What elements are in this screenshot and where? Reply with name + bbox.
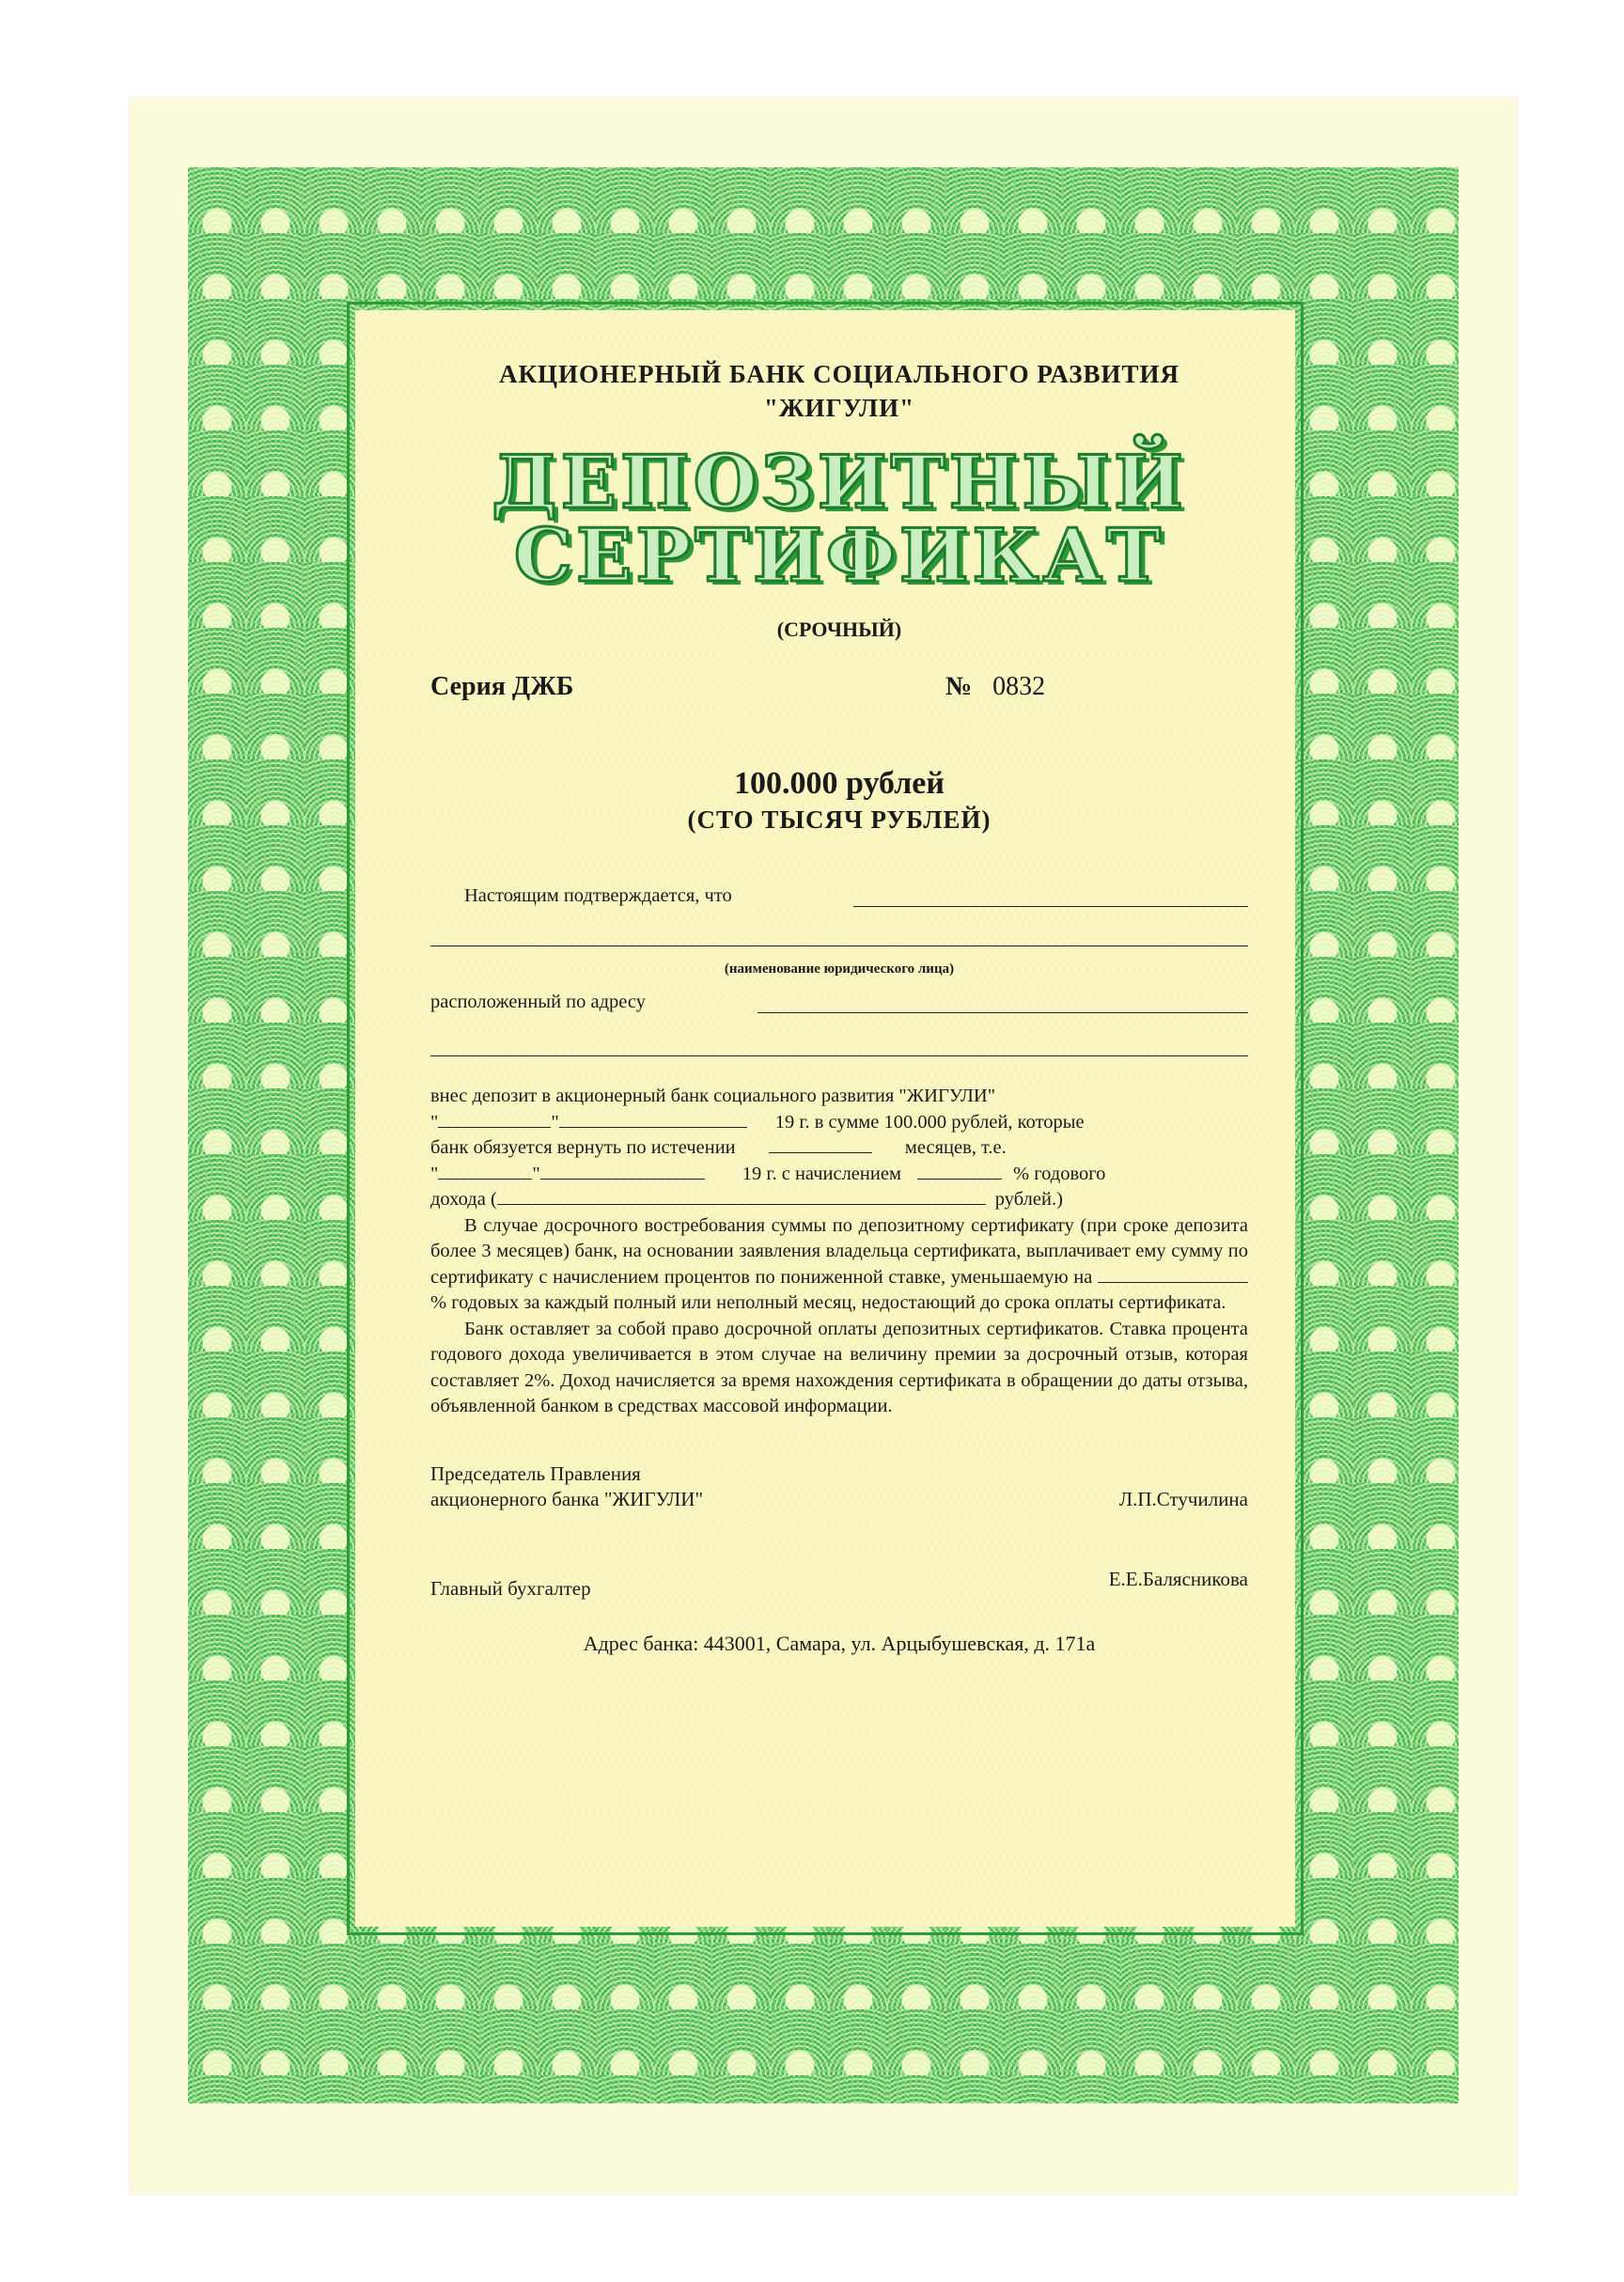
amount-words: (СТО ТЫСЯЧ РУБЛЕЙ) [687, 805, 992, 834]
certificate-title-line2: СЕРТИФИКАТ [513, 512, 1165, 599]
entity-name-blank [853, 906, 1248, 907]
certificate-content [430, 357, 1248, 1668]
address-line2 [430, 1022, 1248, 1063]
bank-name-line2: "ЖИГУЛИ" [763, 394, 915, 423]
deposit-line5: дохода ( рублей.) [430, 1189, 1063, 1211]
confirm-label: Настоящим подтверждается, что [464, 884, 732, 906]
chairman-name: Л.П.Стучилина [1118, 1487, 1248, 1510]
bank-name [430, 357, 1248, 426]
certificate-title [430, 439, 1248, 599]
form-body [430, 883, 1248, 1420]
chairman-title: Председатель Правления акционерного банка "ЖИГУЛИ" [430, 1461, 704, 1510]
signature-block [430, 1461, 1248, 1668]
certificate-number [945, 672, 1045, 702]
accountant-title: Главный бухгалтер [430, 1576, 591, 1600]
certificate-subtitle: (СРОЧНЫЙ) [776, 617, 902, 641]
bank-name-line1: АКЦИОНЕРНЫЙ БАНК СОЦИАЛЬНОГО РАЗВИТИЯ [498, 360, 1180, 388]
series-label: Серия ДЖБ [430, 671, 574, 701]
accountant-name: Е.Е.Балясникова [1108, 1567, 1248, 1590]
series-row [430, 672, 1248, 719]
entity-caption: (наименование юридического лица) [724, 961, 955, 977]
address-line [430, 990, 1248, 1022]
amount-figures: 100.000 рублей [734, 765, 945, 801]
certificate-title-line1: ДЕПОЗИТНЫЙ [492, 439, 1187, 525]
deposit-line1: внес депозит в акционерный банк социального развития "ЖИГУЛИ" [430, 1086, 996, 1107]
address-blank-2 [430, 1055, 1248, 1056]
address-label: расположенный по адресу [430, 992, 646, 1013]
bank-reserves-paragraph: Банк оставляет за собой право досрочной оплаты депозитных сертификатов. Ставка процента годового дохода увеличивается в этом случае на величину премии за досрочный отзыв, которая составляет 2%. Доход начисляется за время нахождения сертификата в обращении до даты отзыва, объявленной банком в средствах массовой информации. [430, 1318, 1248, 1417]
confirm-line [430, 883, 1248, 912]
number-sign: № [945, 671, 973, 701]
bank-address: Адрес банка: 443001, Самара, ул. Арцыбушевская, д. 171а [583, 1631, 1096, 1655]
entity-name-line2 [430, 912, 1248, 953]
early-withdrawal-paragraph: В случае досрочного востребования суммы по депозитному сертификату (при сроке депозита более 3 месяцев) банк, на основании заявления владельца сертификата, выплачивает ему сумму по сертификату с начислением процентов по пониженной ставке, уменьшаемую на % годовых за каждый полный или неполный месяц, недостающий до срока оплаты сертификата. [430, 1214, 1248, 1314]
deposit-line2: " " 19 г. в сумме 100.000 рублей, которые [430, 1111, 1085, 1133]
address-blank [757, 1012, 1248, 1013]
deposit-paragraph [430, 1084, 1248, 1213]
number-value: 0832 [992, 671, 1046, 701]
deposit-line3: банк обязуется вернуть по истечении месяцев, т.е. [430, 1137, 1007, 1159]
deposit-line4: " " 19 г. с начислением % годового [430, 1163, 1106, 1184]
